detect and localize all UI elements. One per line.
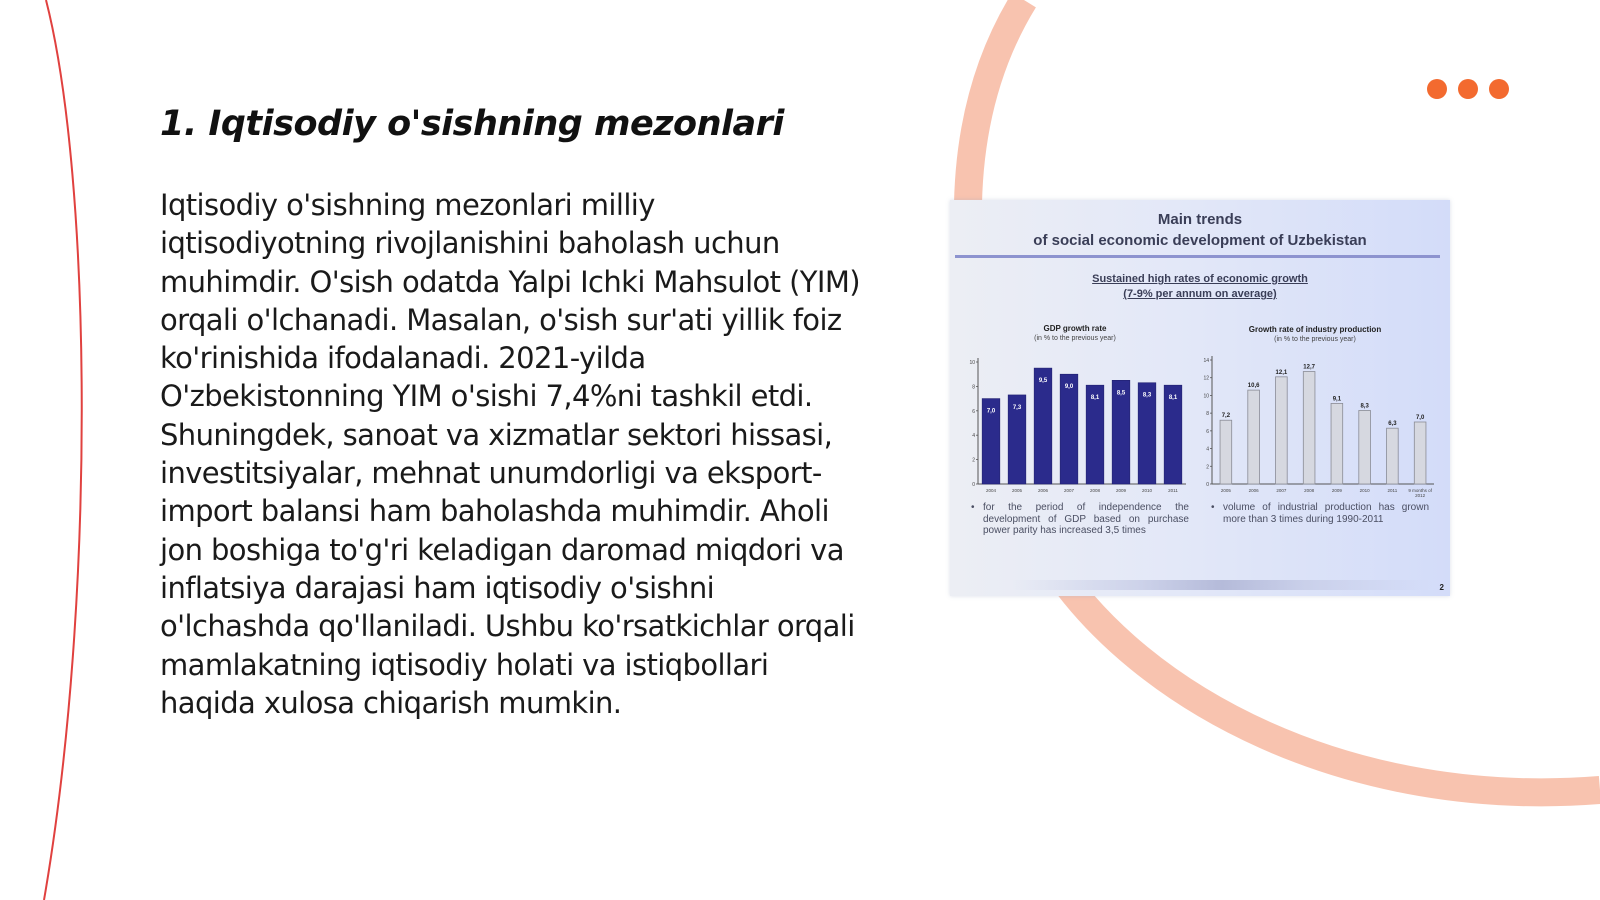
bar: [1387, 428, 1399, 484]
gdp-chart-title: GDP growth rate: [1043, 324, 1107, 333]
bar-value-label: 9,0: [1064, 384, 1074, 391]
x-tick-label: 2010: [1141, 488, 1153, 493]
bar: [1303, 372, 1315, 484]
bar: [1359, 410, 1371, 484]
y-tick-label: 2: [1206, 464, 1209, 471]
y-tick-label: 4: [972, 433, 975, 440]
embedded-subtitle: [950, 272, 1450, 302]
accent-dots: [1427, 79, 1509, 99]
y-tick-label: 2: [972, 457, 975, 464]
bar-value-label: 8,1: [1090, 395, 1100, 402]
x-tick-label: 2009: [1331, 488, 1342, 493]
accent-dot: [1458, 79, 1478, 99]
bar-value-label: 8,1: [1168, 395, 1178, 402]
y-tick-label: 0: [972, 482, 975, 488]
embedded-chart-image: [950, 200, 1450, 596]
embedded-title-rule: [955, 255, 1440, 258]
x-tick-label: 2010: [1359, 488, 1370, 493]
bar-value-label: 12,1: [1275, 369, 1288, 376]
embedded-title: [950, 209, 1450, 251]
left-red-curve: [44, 0, 82, 900]
bar-value-label: 7,0: [1415, 415, 1425, 421]
x-tick-label: 2007: [1063, 488, 1075, 493]
bar: [1248, 390, 1260, 484]
x-tick-label: 2006: [1248, 488, 1259, 493]
y-tick-label: 0: [1206, 482, 1209, 488]
bar: [1220, 420, 1232, 484]
gdp-note: • for the period of independence the development of GDP based on purchase power parity has increased 3,5 times: [983, 502, 1189, 537]
y-tick-label: 10: [969, 360, 975, 366]
accent-dot: [1489, 79, 1509, 99]
bar: [1276, 377, 1288, 484]
y-tick-label: 8: [1206, 411, 1209, 418]
y-tick-label: 6: [972, 408, 975, 415]
bar-value-label: 8,3: [1142, 392, 1152, 399]
y-tick-label: 4: [1206, 446, 1209, 453]
x-tick-label: 2011: [1387, 488, 1398, 493]
x-tick-label: 2007: [1276, 488, 1287, 493]
embedded-title-line1: Main trends: [1157, 211, 1243, 228]
bar-value-label: 9,5: [1038, 378, 1048, 385]
gdp-chart-subtitle: (in % to the previous year): [1034, 335, 1116, 342]
gdp-growth-chart: [960, 348, 1190, 500]
bar: [1414, 422, 1426, 484]
bar-value-label: 6,3: [1388, 421, 1397, 428]
industry-chart-title: Growth rate of industry production: [1248, 325, 1382, 334]
x-tick-label-line: 2012: [1415, 493, 1426, 498]
bar: [1060, 374, 1078, 484]
y-tick-label: 6: [1206, 428, 1209, 435]
industry-note: • volume of industrial production has grown more than 3 times during 1990-2011: [1223, 502, 1429, 525]
embedded-subtitle-line2: (7-9% per annum on average): [1123, 288, 1277, 300]
embedded-footer: [1012, 580, 1432, 590]
embedded-subtitle-line1: Sustained high rates of economic growth: [1092, 273, 1308, 285]
x-tick-label: 2005: [1220, 488, 1231, 493]
bar-value-label: 7,3: [1012, 404, 1022, 411]
y-tick-label: 14: [1203, 358, 1209, 364]
y-tick-label: 12: [1203, 375, 1209, 382]
slide-title: 1. Iqtisodiy o'sishning mezonlari: [160, 104, 784, 144]
slide-body-text: Iqtisodiy o'sishning mezonlari milliy iqtisodiyotning rivojlanishini baholash uchun muhimdir. O'sish odatda Yalpi Ichki Mahsulot (YIM) orqali o'lchanadi. Masalan, o'sish sur'ati yillik foiz ko'rinishida ifodalanadi. 2021-yilda O'zbekistonning YIM o'sishi 7,4%ni tashkil etdi. Shuningdek, sanoat va xizmatlar sektori hissasi, investitsiyalar, mehnat unumdorligi va eksport-import balansi ham baholashda muhimdir. Aholi jon boshiga to'g'ri keladigan daromad miqdori va inflatsiya darajasi ham iqtisodiy o'sishni o'lchashda qo'llaniladi. Ushbu ko'rsatkichlar orqali mamlakatning iqtisodiy holati va istiqbollari haqida xulosa chiqarish mumkin.: [160, 188, 860, 720]
y-tick-label: 8: [972, 384, 975, 391]
x-tick-label: 2008: [1304, 488, 1315, 493]
accent-dot: [1427, 79, 1447, 99]
y-tick-label: 10: [1203, 393, 1209, 400]
bar-value-label: 8,5: [1116, 390, 1126, 397]
bar-value-label: 7,0: [986, 408, 996, 415]
bar: [1034, 368, 1052, 484]
x-tick-label: 2008: [1089, 488, 1101, 493]
bar-value-label: 12,7: [1303, 364, 1315, 371]
bar-value-label: 10,6: [1247, 383, 1260, 390]
x-tick-label: 2011: [1168, 488, 1178, 493]
industry-growth-chart: [1198, 348, 1438, 500]
x-tick-label: 2006: [1037, 488, 1049, 493]
x-tick-label: 2005: [1011, 488, 1023, 493]
x-tick-label: [1408, 488, 1432, 498]
embedded-page-number: 2: [1439, 583, 1444, 592]
x-tick-label-line: 9 months of: [1408, 488, 1432, 493]
industry-chart-subtitle: (in % to the previous year): [1274, 336, 1356, 343]
x-tick-label: 2009: [1115, 488, 1127, 493]
bar-value-label: 7,2: [1221, 413, 1231, 420]
bar: [1331, 403, 1343, 484]
bar-value-label: 8,3: [1360, 403, 1369, 410]
x-tick-label: 2004: [985, 488, 997, 493]
embedded-title-line2: of social economic development of Uzbekistan: [1033, 232, 1367, 249]
bar-value-label: 9,1: [1332, 396, 1342, 403]
